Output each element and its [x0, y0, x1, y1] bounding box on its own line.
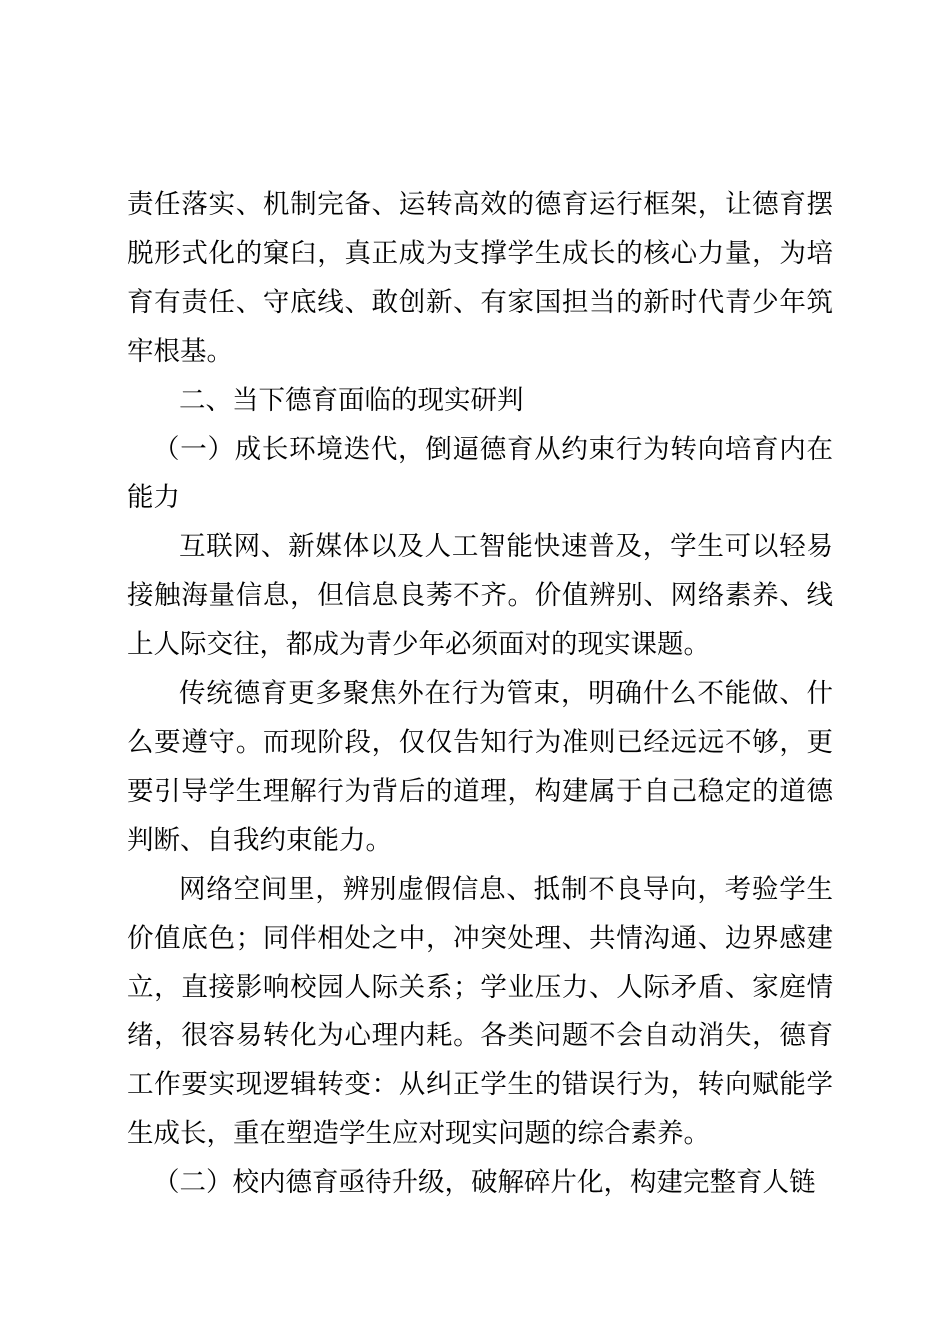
continuation-paragraph: 责任落实、机制完备、运转高效的德育运行框架，让德育摆脱形式化的窠臼，真正成为支撑学生成长的核心力量，为培育有责任、守底线、敢创新、有家国担当的新时代青少年筑牢根基。: [127, 189, 833, 367]
body-paragraph-2: 传统德育更多聚焦外在行为管束，明确什么不能做、什么要遵守。而现阶段，仅仅告知行为准则已经远远不够，更要引导学生理解行为背后的道理，构建属于自己稳定的道德判断、自我约束能力。: [127, 678, 833, 856]
body-paragraph-3: 网络空间里，辨别虚假信息、抵制不良导向，考验学生价值底色；同伴相处之中，冲突处理、共情沟通、边界感建立，直接影响校园人际关系；学业压力、人际矛盾、家庭情绪，很容易转化为心理内耗。各类问题不会自动消失，德育工作要实现逻辑转变：从纠正学生的错误行为，转向赋能学生成长，重在塑造学生应对现实问题的综合素养。: [127, 873, 833, 1150]
subsection-heading-1: （一）成长环境迭代，倒逼德育从约束行为转向培育内在能力: [127, 433, 833, 514]
section-heading: 二、当下德育面临的现实研判: [179, 384, 524, 416]
subsection-heading-2: （二）校内德育亟待升级，破解碎片化，构建完整育人链: [153, 1167, 816, 1199]
body-paragraph-1: 互联网、新媒体以及人工智能快速普及，学生可以轻易接触海量信息，但信息良莠不齐。价值辨别、网络素养、线上人际交往，都成为青少年必须面对的现实课题。: [127, 531, 833, 661]
document-body: [127, 181, 833, 1208]
